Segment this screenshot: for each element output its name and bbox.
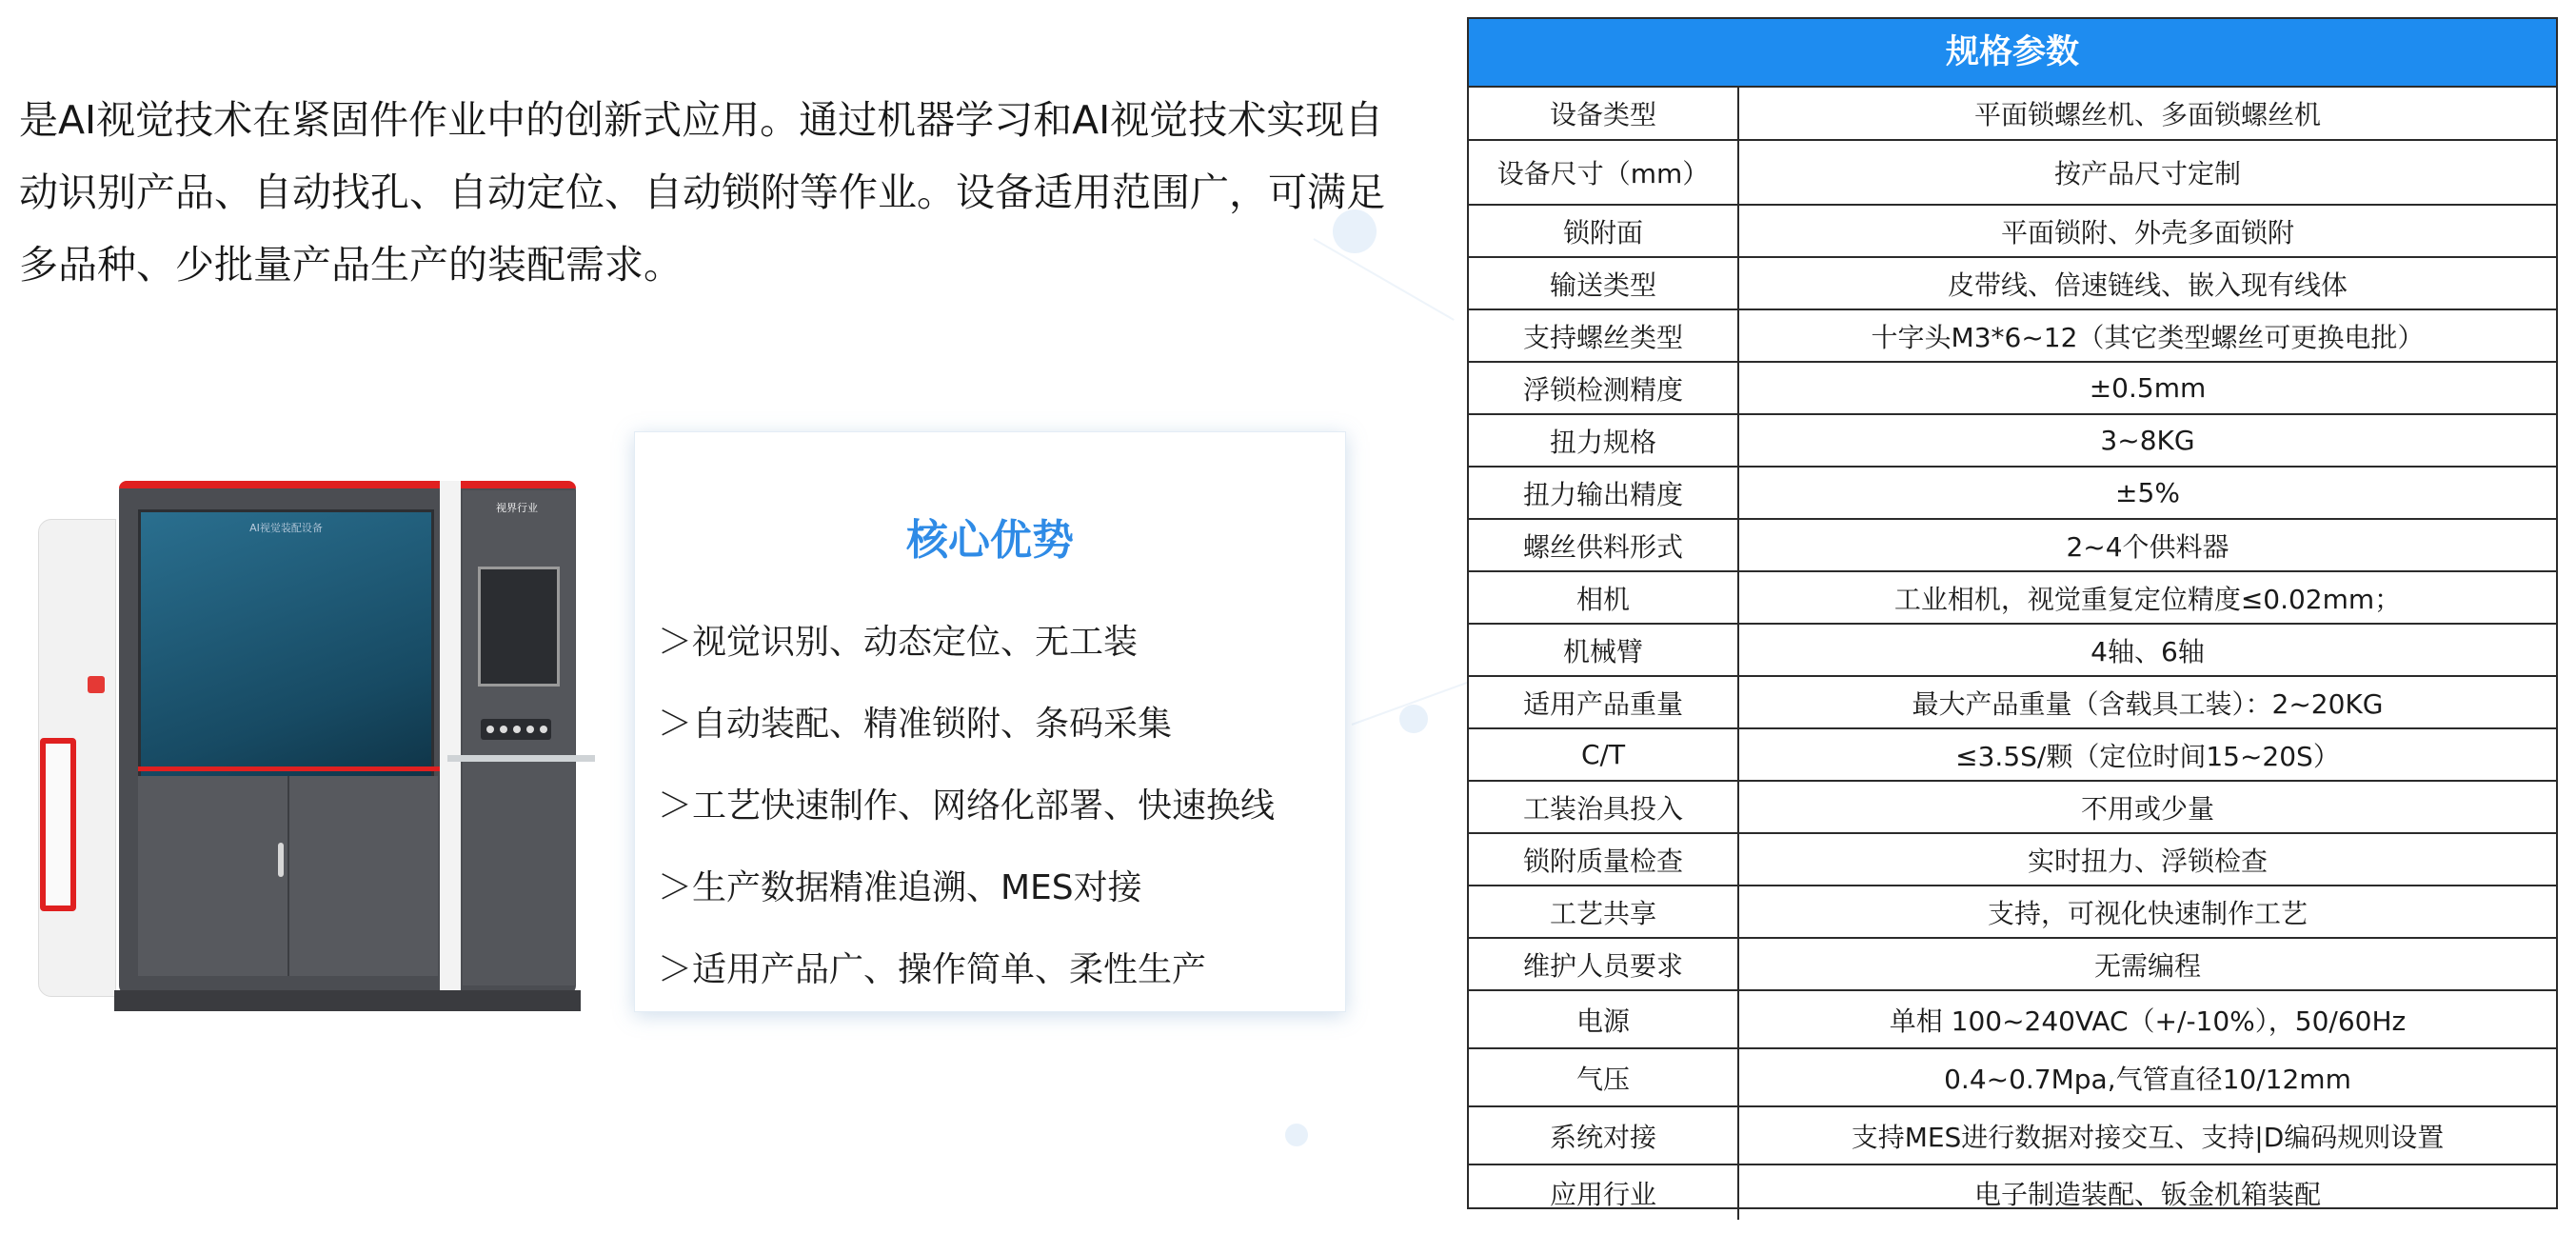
table-row	[1469, 833, 2556, 886]
table-row	[1469, 519, 2556, 571]
background-dot	[1399, 705, 1428, 733]
advantages-title: 核心优势	[906, 516, 1074, 565]
spec-key: 扭力输出精度	[1469, 467, 1738, 519]
background-dot	[1285, 1124, 1308, 1146]
spec-value: 2~4个供料器	[1738, 519, 2556, 571]
advantages-card	[634, 431, 1346, 1012]
button-dot-icon	[500, 726, 507, 733]
table-row	[1469, 571, 2556, 624]
spec-key: 维护人员要求	[1469, 938, 1738, 990]
button-dot-icon	[540, 726, 547, 733]
spec-key: 工装治具投入	[1469, 781, 1738, 833]
advantage-item: ＞工艺快速制作、网络化部署、快速换线	[658, 786, 1276, 826]
spec-value: ≤3.5S/颗（定位时间15~20S）	[1738, 728, 2556, 781]
machine-window-label: AI视觉装配设备	[249, 522, 323, 534]
spec-value: 按产品尺寸定制	[1738, 140, 2556, 205]
machine-side-window	[40, 738, 76, 911]
advantage-item: ＞生产数据精准追溯、MES对接	[658, 868, 1142, 907]
spec-key: 电源	[1469, 990, 1738, 1048]
machine-base	[114, 990, 581, 1011]
spec-key: C/T	[1469, 728, 1738, 781]
advantage-item: ＞自动装配、精准锁附、条码采集	[658, 705, 1173, 744]
spec-value: 皮带线、倍速链线、嵌入现有线体	[1738, 257, 2556, 309]
spec-key: 支持螺丝类型	[1469, 309, 1738, 362]
door-handle-icon	[278, 843, 284, 877]
spec-value: 支持MES进行数据对接交互、支持|D编码规则设置	[1738, 1106, 2556, 1164]
button-dot-icon	[526, 726, 534, 733]
spec-value: 电子制造装配、钣金机箱装配	[1738, 1164, 2556, 1220]
spec-value: 0.4~0.7Mpa,气管直径10/12mm	[1738, 1048, 2556, 1106]
spec-key: 适用产品重量	[1469, 676, 1738, 728]
spec-value: 最大产品重量（含载具工装）：2~20KG	[1738, 676, 2556, 728]
table-row	[1469, 624, 2556, 676]
table-row	[1469, 781, 2556, 833]
spec-key: 工艺共享	[1469, 886, 1738, 938]
machine-window	[138, 509, 434, 782]
spec-value: 平面锁螺丝机、多面锁螺丝机	[1738, 88, 2556, 140]
machine-door-split	[287, 776, 289, 976]
emergency-stop-icon	[88, 676, 105, 693]
machine-logo: 视界行业	[496, 502, 538, 514]
machine-button-strip	[481, 719, 551, 740]
spec-key: 气压	[1469, 1048, 1738, 1106]
table-row	[1469, 1164, 2556, 1220]
spec-key: 机械臂	[1469, 624, 1738, 676]
table-row	[1469, 88, 2556, 140]
spec-key: 扭力规格	[1469, 414, 1738, 467]
spec-value: 十字头M3*6~12（其它类型螺丝可更换电批）	[1738, 309, 2556, 362]
table-row	[1469, 990, 2556, 1048]
spec-value: 工业相机，视觉重复定位精度≤0.02mm；	[1738, 571, 2556, 624]
intro-paragraph: 是AI视觉技术在紧固件作业中的创新式应用。通过机器学习和AI视觉技术实现自动识别产品、自动找孔、自动定位、自动锁附等作业。设备适用范围广，可满足多品种、少批量产品生产的装配需求。	[19, 97, 1385, 288]
spec-table	[1467, 17, 2558, 1209]
machine-shelf	[447, 755, 595, 762]
spec-value: 4轴、6轴	[1738, 624, 2556, 676]
table-row	[1469, 886, 2556, 938]
spec-key: 设备尺寸（mm）	[1469, 140, 1738, 205]
machine-screen	[478, 567, 560, 687]
spec-grid	[1469, 88, 2556, 1220]
advantage-item: ＞视觉识别、动态定位、无工装	[658, 623, 1139, 662]
table-row	[1469, 257, 2556, 309]
spec-value: 实时扭力、浮锁检查	[1738, 833, 2556, 886]
machine-top-stripe	[119, 481, 576, 488]
spec-key: 相机	[1469, 571, 1738, 624]
table-row	[1469, 205, 2556, 257]
spec-value: 3~8KG	[1738, 414, 2556, 467]
spec-key: 系统对接	[1469, 1106, 1738, 1164]
spec-value: 支持，可视化快速制作工艺	[1738, 886, 2556, 938]
table-row	[1469, 414, 2556, 467]
machine-red-stripe	[138, 766, 443, 771]
advantage-item: ＞适用产品广、操作简单、柔性生产	[658, 950, 1207, 989]
spec-value: 平面锁附、外壳多面锁附	[1738, 205, 2556, 257]
spec-key: 浮锁检测精度	[1469, 362, 1738, 414]
spec-value: 不用或少量	[1738, 781, 2556, 833]
spec-key: 设备类型	[1469, 88, 1738, 140]
spec-key: 输送类型	[1469, 257, 1738, 309]
spec-key: 应用行业	[1469, 1164, 1738, 1220]
spec-key: 锁附质量检查	[1469, 833, 1738, 886]
spec-key: 锁附面	[1469, 205, 1738, 257]
spec-value: ±0.5mm	[1738, 362, 2556, 414]
table-row	[1469, 728, 2556, 781]
spec-value: 单相 100~240VAC（+/-10%），50/60Hz	[1738, 990, 2556, 1048]
spec-key: 螺丝供料形式	[1469, 519, 1738, 571]
spec-value: ±5%	[1738, 467, 2556, 519]
advantages-list	[658, 602, 1275, 1011]
table-row	[1469, 467, 2556, 519]
machine-divider	[440, 481, 461, 995]
table-row	[1469, 938, 2556, 990]
table-row	[1469, 362, 2556, 414]
table-row	[1469, 309, 2556, 362]
table-row	[1469, 676, 2556, 728]
table-row	[1469, 1048, 2556, 1106]
spec-value: 无需编程	[1738, 938, 2556, 990]
spec-table-header: 规格参数	[1469, 19, 2556, 88]
machine-image	[29, 481, 600, 1019]
table-row	[1469, 140, 2556, 205]
button-dot-icon	[513, 726, 521, 733]
table-row	[1469, 1106, 2556, 1164]
button-dot-icon	[486, 726, 494, 733]
